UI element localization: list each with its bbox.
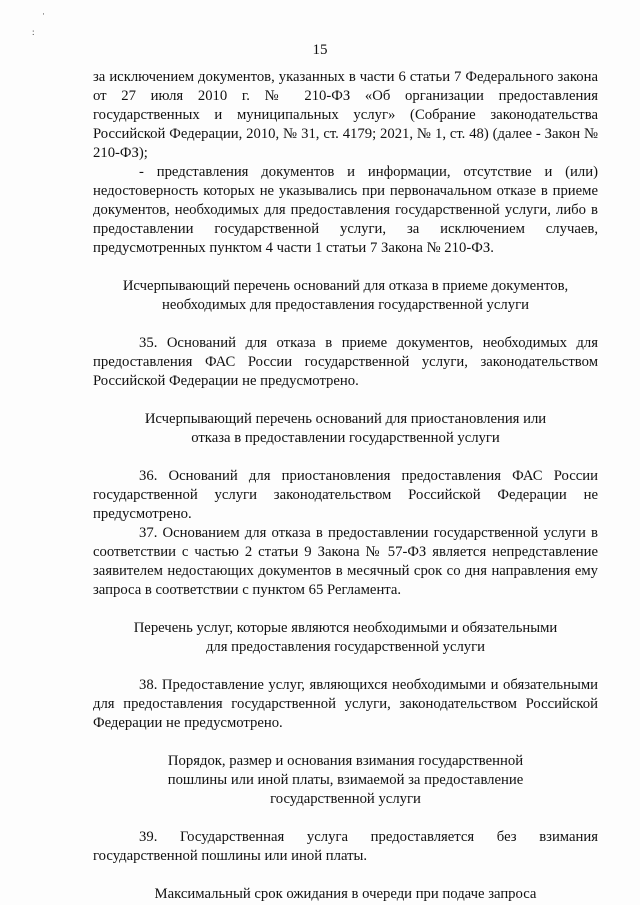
section-heading-refusal-reception: Исчерпывающий перечень оснований для отказа в приеме документов, необходимых для предоставления государственной услуги: [122, 278, 569, 313]
paragraph-continuation: за исключением документов, указанных в части 6 статьи 7 Федерального закона от 27 июля 2010 г. № 210-ФЗ «Об организации предоставления государственных и муниципальных услуг» (Собрание законодательства Российской Федерации, 2010, № 31, ст. 4179; 2021, № 1, ст. 48) (далее - Закон № 210-ФЗ);: [93, 69, 598, 161]
paragraph-38: 38. Предоставление услуг, являющихся необходимыми и обязательными для предоставления государственной услуги, законодательством Российской Федерации не предусмотрено.: [93, 677, 598, 731]
paragraph-39: 39. Государственная услуга предоставляется без взимания государственной пошлины или иной платы.: [93, 829, 598, 864]
section-heading-suspension: Исчерпывающий перечень оснований для приостановления или отказа в предоставлении государственной услуги: [144, 411, 547, 446]
document-body: [93, 68, 598, 904]
section-heading-queue-time: Максимальный срок ожидания в очереди при подаче запроса: [154, 886, 537, 902]
paragraph-list-item: - представления документов и информации, отсутствие и (или) недостоверность которых не указывались при первоначальном отказе в приеме документов, необходимых для предоставления государственной услуги, либо в предоставлении государственной услуги, за исключением случаев, предусмотренных пунктом 4 части 1 статьи 7 Закона № 210-ФЗ.: [93, 164, 598, 256]
paragraph-36: 36. Оснований для приостановления предоставления ФАС России государственной услуги законодательством Российской Федерации не предусмотрено.: [93, 468, 598, 522]
section-heading-required-services: Перечень услуг, которые являются необходимыми и обязательными для предоставления государственной услуги: [133, 620, 558, 655]
page-number: 15: [312, 42, 328, 58]
paragraph-35: 35. Оснований для отказа в приеме документов, необходимых для предоставления ФАС России государственной услуги, законодательством Российской Федерации не предусмотрено.: [93, 335, 598, 389]
section-heading-state-fee: Порядок, размер и основания взимания государственной пошлины или иной платы, взимаемой за предоставление государственной услуги: [167, 753, 524, 807]
margin-marks: · :: [32, 9, 45, 37]
paragraph-37: 37. Основанием для отказа в предоставлении государственной услуги в соответствии с частью 2 статьи 9 Закона № 57-ФЗ является непредставление заявителем недостающих документов в месячный срок со дня направления ему запроса в соответствии с пунктом 65 Регламента.: [93, 525, 598, 598]
